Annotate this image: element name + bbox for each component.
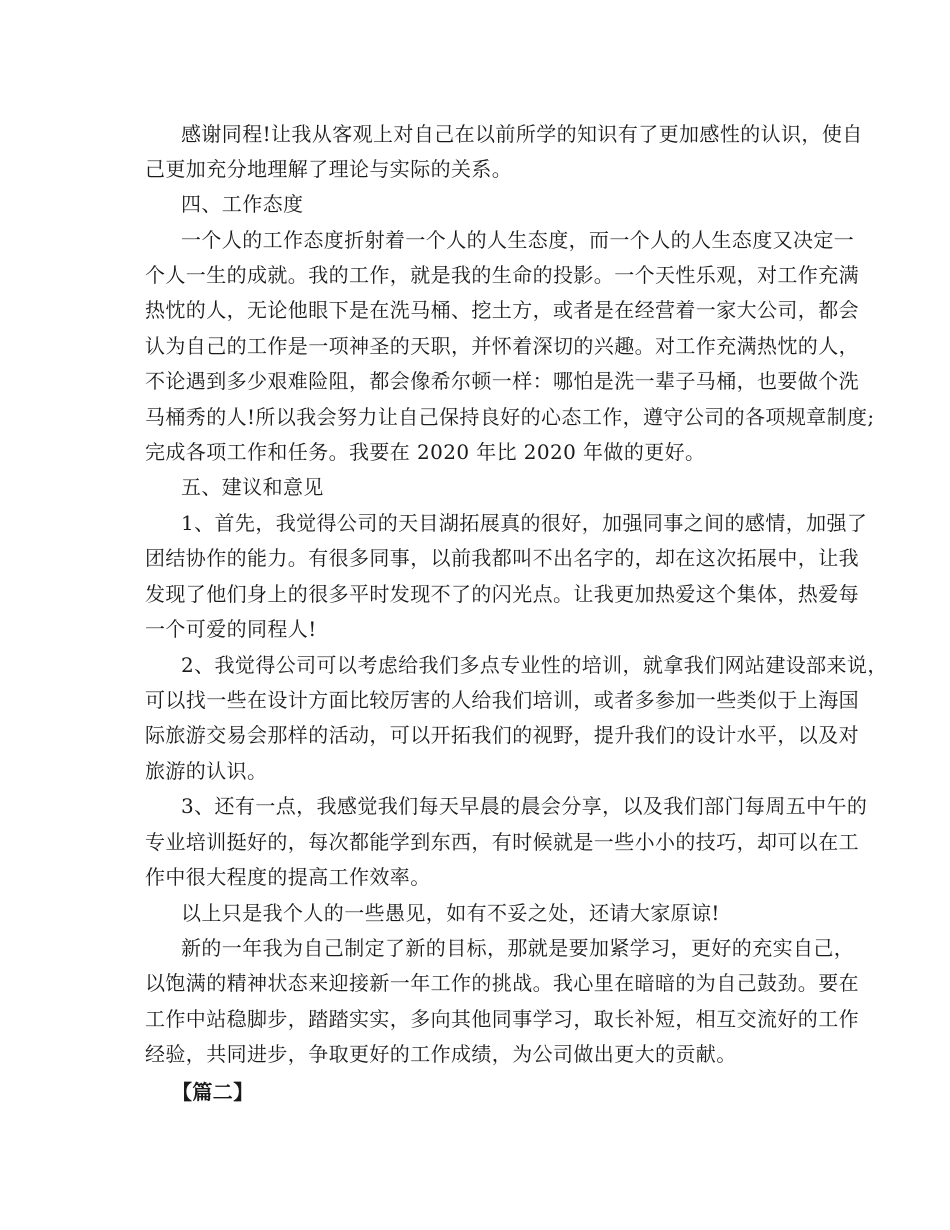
paragraph-line: 旅游的认识。 [145,759,268,783]
paragraph-line: 可以找一些在设计方面比较厉害的人给我们培训，或者多参加一些类似于上海国 [145,688,859,712]
paragraph-line: 经验，共同进步，争取更好的工作成绩，为公司做出更大的贡献。 [145,1042,737,1066]
paragraph-line: 1、首先，我觉得公司的天目湖拓展真的很好，加强同事之间的感情，加强了 [181,511,868,535]
paragraph-line: 不论遇到多少艰难险阻，都会像希尔顿一样：哪怕是洗一辈子马桶，也要做个洗 [145,369,859,393]
paragraph-line: 3、还有一点，我感觉我们每天早晨的晨会分享，以及我们部门每周五中午的 [181,794,868,818]
paragraph-line: 际旅游交易会那样的活动，可以开拓我们的视野，提升我们的设计水平，以及对 [145,723,859,747]
paragraph-line: 一个可爱的同程人! [145,617,317,641]
paragraph-line: 以上只是我个人的一些愚见，如有不妥之处，还请大家原谅! [181,901,720,925]
paragraph-line: 2、我觉得公司可以考虑给我们多点专业性的培训，就拿我们网站建设部来说， [181,653,888,677]
paragraph-line: 专业培训挺好的，每次都能学到东西，有时候就是一些小小的技巧，却可以在工 [145,830,859,854]
paragraph-line: 个人一生的成就。我的工作，就是我的生命的投影。一个天性乐观，对工作充满 [145,263,859,287]
paragraph-line: 一个人的工作态度折射着一个人的人生态度，而一个人的人生态度又决定一 [181,228,855,252]
paragraph-line: 感谢同程!让我从客观上对自己在以前所学的知识有了更加感性的认识，使自 [181,122,863,146]
paragraph-line: 新的一年我为自己制定了新的目标，那就是要加紧学习，更好的充实自己， [181,936,855,960]
paragraph-line: 马桶秀的人!所以我会努力让自己保持良好的心态工作，遵守公司的各项规章制度; [145,405,875,429]
paragraph-line: 作中很大程度的提高工作效率。 [145,865,431,889]
section-heading: 五、建议和意见 [181,475,324,499]
paragraph-line: 团结协作的能力。有很多同事，以前我都叫不出名字的，却在这次拓展中，让我 [145,546,859,570]
paragraph-line: 工作中站稳脚步，踏踏实实，多向其他同事学习，取长补短，相互交流好的工作 [145,1007,859,1031]
paragraph-line: 以饱满的精神状态来迎接新一年工作的挑战。我心里在暗暗的为自己鼓劲。要在 [145,971,859,995]
paragraph-line: 发现了他们身上的很多平时发现不了的闪光点。让我更加热爱这个集体，热爱每 [145,582,859,606]
paragraph-line: 热忱的人，无论他眼下是在洗马桶、挖土方，或者是在经营着一家大公司，都会 [145,298,859,322]
paragraph-line: 认为自己的工作是一项神圣的天职，并怀着深切的兴趣。对工作充满热忱的人， [145,334,859,358]
section-heading: 四、工作态度 [181,192,304,216]
paragraph-line: 己更加充分地理解了理论与实际的关系。 [145,157,513,181]
paragraph-line: 完成各项工作和任务。我要在 2020 年比 2020 年做的更好。 [145,440,706,464]
section-title-part-two: 【篇二】 [172,1080,254,1104]
